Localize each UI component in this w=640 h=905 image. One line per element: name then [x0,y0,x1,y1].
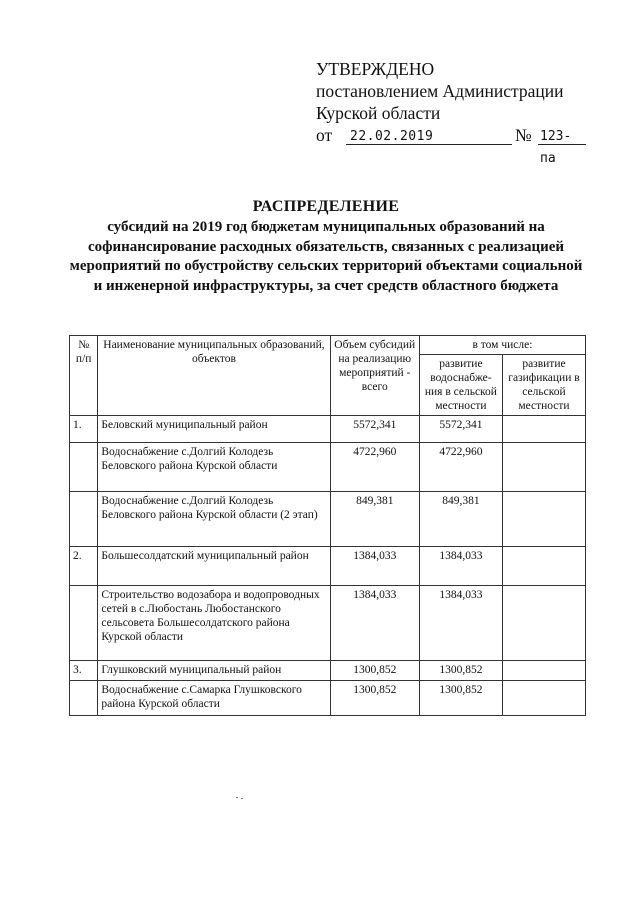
heading-line-3: мероприятий по обустройству сельских территорий объектами социальной [69,258,583,275]
header-num: № п/п [70,336,98,416]
date-prefix: от [316,125,333,145]
row-num [70,443,98,492]
header-gas: развитие газификации в сельской местности [502,355,585,416]
row-name: Глушковский муниципальный район [98,661,330,681]
approval-status: УТВЕРЖДЕНО [316,59,435,79]
row-num: 3. [70,661,98,681]
header-name: Наименование муниципальных образований, объектов [98,336,330,416]
row-total: 1300,852 [330,661,419,681]
heading-line-4: и инженерной инфраструктуры, за счет средств областного бюджета [93,278,559,295]
header-water: развитие водоснабже-ния в сельской местности [419,355,502,416]
row-gas [502,547,585,586]
document-title: РАСПРЕДЕЛЕНИЕ [252,198,400,215]
approval-issued-by-line1: постановлением Администрации [316,81,564,101]
row-name: Беловский муниципальный район [98,416,330,443]
row-gas [502,492,585,547]
row-name: Большесолдатский муниципальный район [98,547,330,586]
row-total: 849,381 [330,492,419,547]
number-prefix: № [515,125,532,145]
row-total: 1384,033 [330,586,419,661]
approval-date-line [316,124,606,166]
row-water: 1384,033 [419,547,502,586]
header-total: Объем субсидий на реализацию мероприятий - всего [330,336,419,416]
row-total: 1384,033 [330,547,419,586]
approval-date: 22.02.2019 [346,126,512,145]
row-water: 1384,033 [419,586,502,661]
approval-number: 123-па [538,126,586,145]
row-name: Водоснабжение с.Самарка Глушковского района Курской области [98,681,330,716]
table-row [70,416,586,443]
row-num: 1. [70,416,98,443]
row-num [70,681,98,716]
table-row [70,586,586,661]
table-row [70,443,586,492]
row-water: 849,381 [419,492,502,547]
row-gas [502,661,585,681]
row-water: 1300,852 [419,681,502,716]
row-name: Строительство водозабора и водопроводных сетей в с.Любостань Любостанского сельсовета Большесолдатского района Курской области [98,586,330,661]
table-row [70,492,586,547]
scan-speck [236,797,246,799]
header-including: в том числе: [419,336,585,355]
row-total: 1300,852 [330,681,419,716]
table-row [70,661,586,681]
row-total: 4722,960 [330,443,419,492]
heading-line-1: субсидий на 2019 год бюджетам муниципальных образований на [107,218,545,235]
row-num [70,586,98,661]
row-num: 2. [70,547,98,586]
row-water: 4722,960 [419,443,502,492]
row-water: 1300,852 [419,661,502,681]
approval-stamp [316,58,606,166]
row-gas [502,416,585,443]
row-gas [502,443,585,492]
row-name: Водоснабжение с.Долгий Колодезь Беловского района Курской области (2 этап) [98,492,330,547]
row-num [70,492,98,547]
table-row [70,681,586,716]
row-gas [502,681,585,716]
heading-line-2: софинансирование расходных обязательств, связанных с реализацией [87,238,565,255]
row-total: 5572,341 [330,416,419,443]
approval-issued-by-line2: Курской области [316,103,441,123]
row-gas [502,586,585,661]
row-water: 5572,341 [419,416,502,443]
table-header-row [70,336,586,355]
table-row [70,547,586,586]
row-name: Водоснабжение с.Долгий Колодезь Беловского района Курской области [98,443,330,492]
document-heading [66,197,586,297]
subsidy-table [69,335,586,716]
